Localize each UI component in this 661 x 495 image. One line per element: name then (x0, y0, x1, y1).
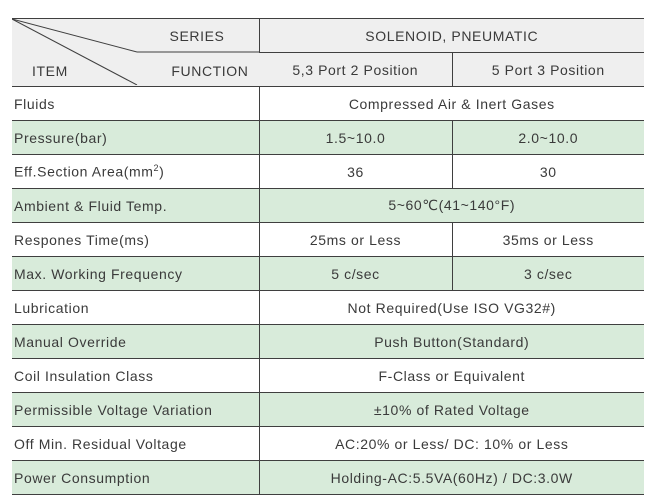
row-manual-override (12, 325, 644, 359)
row-label: Manual Override (12, 325, 259, 359)
row-label: Pressure(bar) (12, 121, 259, 155)
row-label: Respones Time(ms) (12, 223, 259, 257)
row-label-superscript: 2 (153, 163, 160, 174)
row-value: Push Button(Standard) (259, 325, 644, 359)
row-label: Coil Insulation Class (12, 359, 259, 393)
row-value: 5~60℃(41~140°F) (259, 189, 644, 223)
row-ambient-temp (12, 189, 644, 223)
item-label: ITEM (32, 63, 68, 79)
row-value-col1: 36 (259, 155, 452, 189)
row-value-col1: 25ms or Less (259, 223, 452, 257)
row-value: Holding-AC:5.5VA(60Hz) / DC:3.0W (259, 461, 644, 495)
row-value-col2: 35ms or Less (452, 223, 644, 257)
row-value: ±10% of Rated Voltage (259, 393, 644, 427)
row-pressure (12, 121, 644, 155)
row-voltage-variation (12, 393, 644, 427)
row-label: Ambient & Fluid Temp. (12, 189, 259, 223)
row-coil-insulation (12, 359, 644, 393)
row-value: F-Class or Equivalent (259, 359, 644, 393)
header-corner-cell (12, 19, 259, 87)
row-value: AC:20% or Less/ DC: 10% or Less (259, 427, 644, 461)
row-value-col2: 2.0~10.0 (452, 121, 644, 155)
row-residual-voltage (12, 427, 644, 461)
row-label-text: Eff.Section Area(mm (14, 163, 154, 180)
row-value-col2: 3 c/sec (452, 257, 644, 291)
row-value-col2: 30 (452, 155, 644, 189)
row-label: Off Min. Residual Voltage (12, 427, 259, 461)
series-label: SERIES (169, 28, 225, 44)
series-value: SOLENOID, PNEUMATIC (259, 19, 644, 53)
row-value: Compressed Air & Inert Gases (259, 87, 644, 121)
row-lubrication (12, 291, 644, 325)
row-value-col1: 1.5~10.0 (259, 121, 452, 155)
row-value: Not Required(Use ISO VG32#) (259, 291, 644, 325)
row-label-suffix: ) (159, 163, 165, 180)
function-col2: 5 Port 3 Position (452, 53, 644, 87)
row-value-col1: 5 c/sec (259, 257, 452, 291)
row-response-time (12, 223, 644, 257)
row-label: Power Consumption (12, 461, 259, 495)
function-col1: 5,3 Port 2 Position (259, 53, 452, 87)
row-eff-section-area (12, 155, 644, 189)
row-power-consumption (12, 461, 644, 495)
spec-table (12, 18, 644, 495)
row-label: Max. Working Frequency (12, 257, 259, 291)
row-fluids (12, 87, 644, 121)
row-label: Fluids (12, 87, 259, 121)
row-max-frequency (12, 257, 644, 291)
function-label: FUNCTION (171, 63, 249, 79)
row-label: Lubrication (12, 291, 259, 325)
header-row-series (12, 19, 644, 53)
row-label: Permissible Voltage Variation (12, 393, 259, 427)
row-label (12, 155, 259, 189)
